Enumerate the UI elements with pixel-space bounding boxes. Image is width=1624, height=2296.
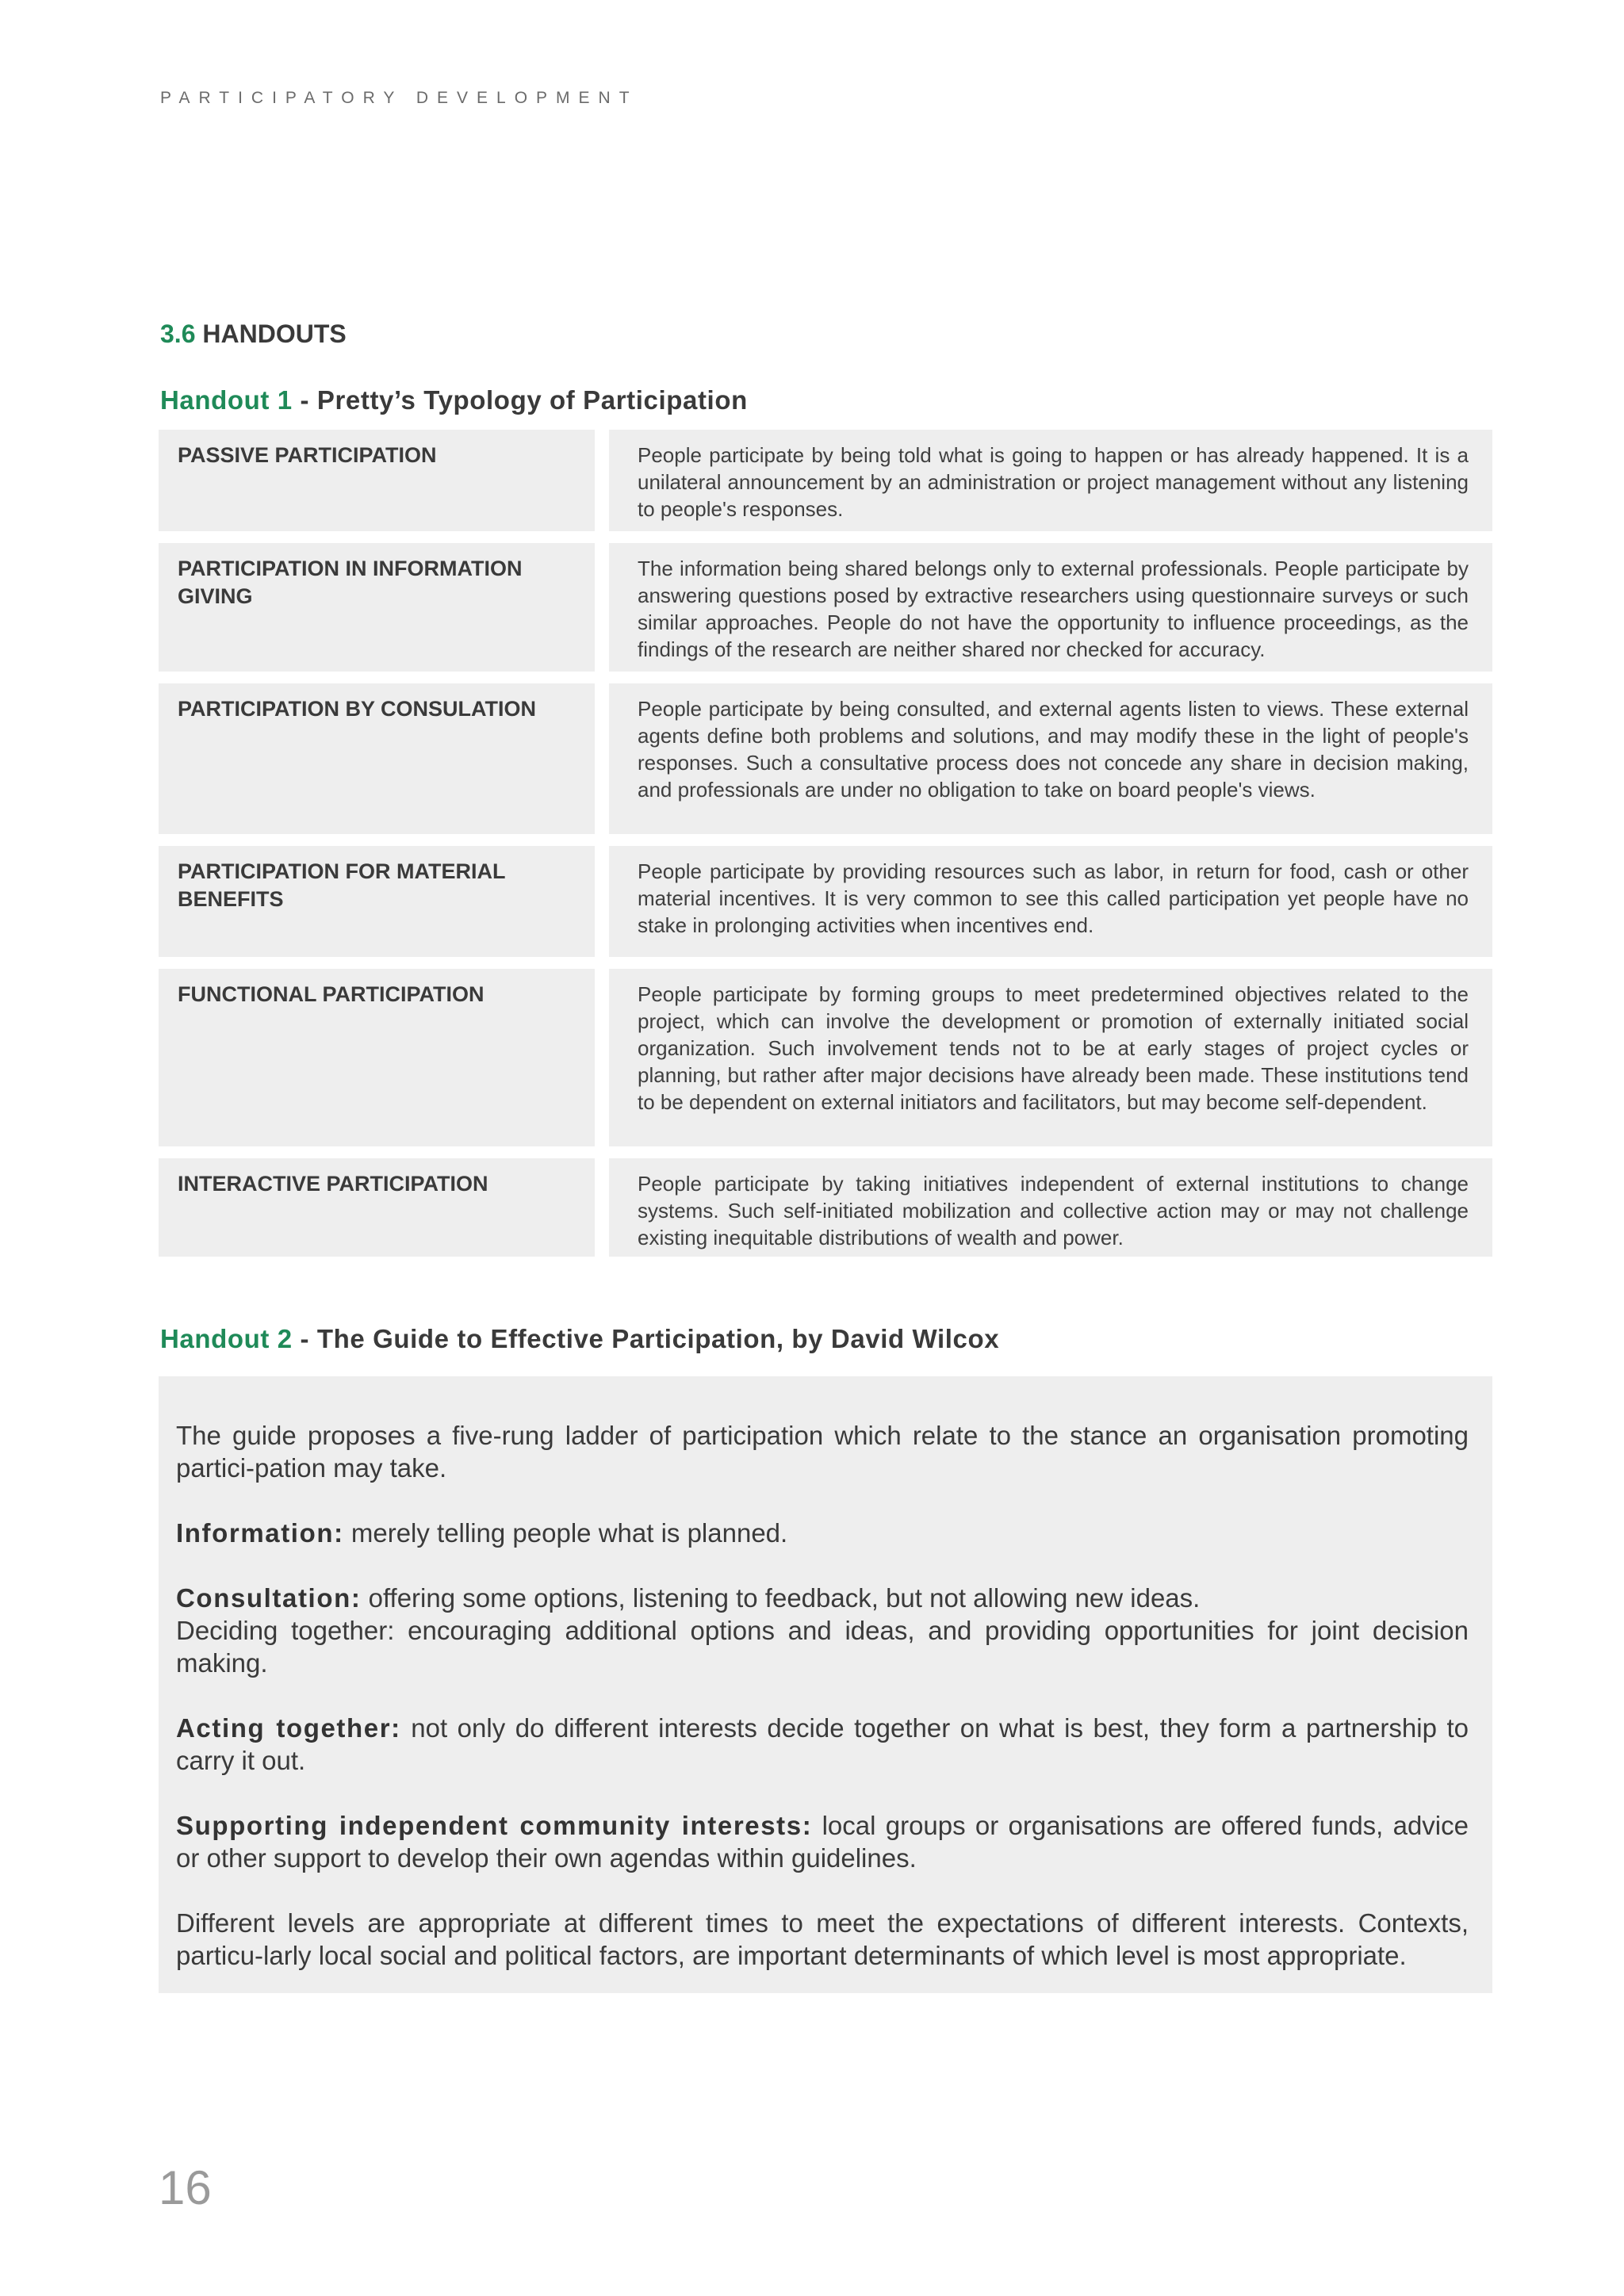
guide-closing: Different levels are appropriate at different times to meet the expectations of different interests. Contexts, particu-larly local social and political factors, are important determinants of which level is most appropriate. xyxy=(176,1908,1469,1970)
handout-2-label: Handout 2 xyxy=(160,1324,293,1353)
guide-acting: Acting together: not only do different interests decide together on what is best, they form a partnership to carry it out. xyxy=(176,1713,1469,1775)
typology-row xyxy=(159,683,1492,834)
guide-term: Supporting independent community interests: xyxy=(176,1811,813,1840)
section-number: 3.6 xyxy=(160,320,196,348)
handout-2-title-text: - The Guide to Effective Participation, by David Wilcox xyxy=(292,1324,1000,1353)
typology-term: PASSIVE PARTICIPATION xyxy=(159,430,595,531)
guide-intro: The guide proposes a five-rung ladder of participation which relate to the stance an organisation promoting partici-pation may take. xyxy=(176,1421,1469,1483)
handout-2-title xyxy=(160,1324,999,1354)
guide-term: Acting together: xyxy=(176,1713,401,1743)
guide-information: Information: merely telling people what is planned. xyxy=(176,1518,788,1548)
typology-row xyxy=(159,1158,1492,1257)
typology-description: The information being shared belongs only to external professionals. People participate by answering questions posed by extractive researchers using questionnaire surveys or such similar approaches. People do not have the opportunity to influence proceedings, as the findings of the research are neither shared nor checked for accuracy. xyxy=(609,543,1492,672)
typology-description: People participate by being told what is going to happen or has already happened. It is a unilateral announcement by an administration or project management without any listening to people's responses. xyxy=(609,430,1492,531)
typology-term: PARTICIPATION FOR MATERIAL BENEFITS xyxy=(159,846,595,957)
guide-box xyxy=(159,1376,1492,1993)
guide-term: Consultation: xyxy=(176,1583,362,1613)
section-heading xyxy=(160,320,347,349)
typology-table xyxy=(159,430,1492,1269)
guide-deciding: Deciding together: encouraging additional options and ideas, and providing opportunities for joint decision making. xyxy=(176,1616,1469,1678)
running-header: PARTICIPATORY DEVELOPMENT xyxy=(160,89,638,107)
handout-1-label: Handout 1 xyxy=(160,385,293,415)
handout-1-title xyxy=(160,385,748,415)
typology-description: People participate by taking initiatives independent of external institutions to change systems. Such self-initiated mobilization and collective action may or may not challenge existing inequitable distributions of wealth and power. xyxy=(609,1158,1492,1257)
typology-row xyxy=(159,543,1492,672)
typology-term: PARTICIPATION BY CONSULATION xyxy=(159,683,595,834)
typology-term: INTERACTIVE PARTICIPATION xyxy=(159,1158,595,1257)
typology-description: People participate by providing resources such as labor, in return for food, cash or other material incentives. It is very common to see this called participation yet people have no stake in prolonging activities when incentives end. xyxy=(609,846,1492,957)
typology-row xyxy=(159,846,1492,957)
typology-row xyxy=(159,430,1492,531)
typology-description: People participate by forming groups to meet predetermined objectives related to the project, which can involve the development or promotion of externally initiated social organization. Such involvement tends not to be at early stages of project cycles or planning, but rather after major decisions have already been made. These institutions tend to be dependent on external initiators and facilitators, but may become self-dependent. xyxy=(609,969,1492,1146)
guide-term: Information: xyxy=(176,1518,344,1548)
typology-row xyxy=(159,969,1492,1146)
handout-1-title-text: - Pretty’s Typology of Participation xyxy=(292,385,748,415)
guide-supporting: Supporting independent community interests: local groups or organisations are offered funds, advice or other support to develop their own agendas within guidelines. xyxy=(176,1811,1469,1873)
guide-consultation: Consultation: offering some options, listening to feedback, but not allowing new ideas. xyxy=(176,1583,1201,1613)
typology-description: People participate by being consulted, and external agents listen to views. These external agents define both problems and solutions, and may modify these in the light of people's responses. Such a consultative process does not concede any share in decision making, and professionals are under no obligation to take on board people's views. xyxy=(609,683,1492,834)
typology-term: FUNCTIONAL PARTICIPATION xyxy=(159,969,595,1146)
section-title: HANDOUTS xyxy=(202,320,347,348)
typology-term: PARTICIPATION IN INFORMATION GIVING xyxy=(159,543,595,672)
page-number: 16 xyxy=(159,2161,212,2214)
